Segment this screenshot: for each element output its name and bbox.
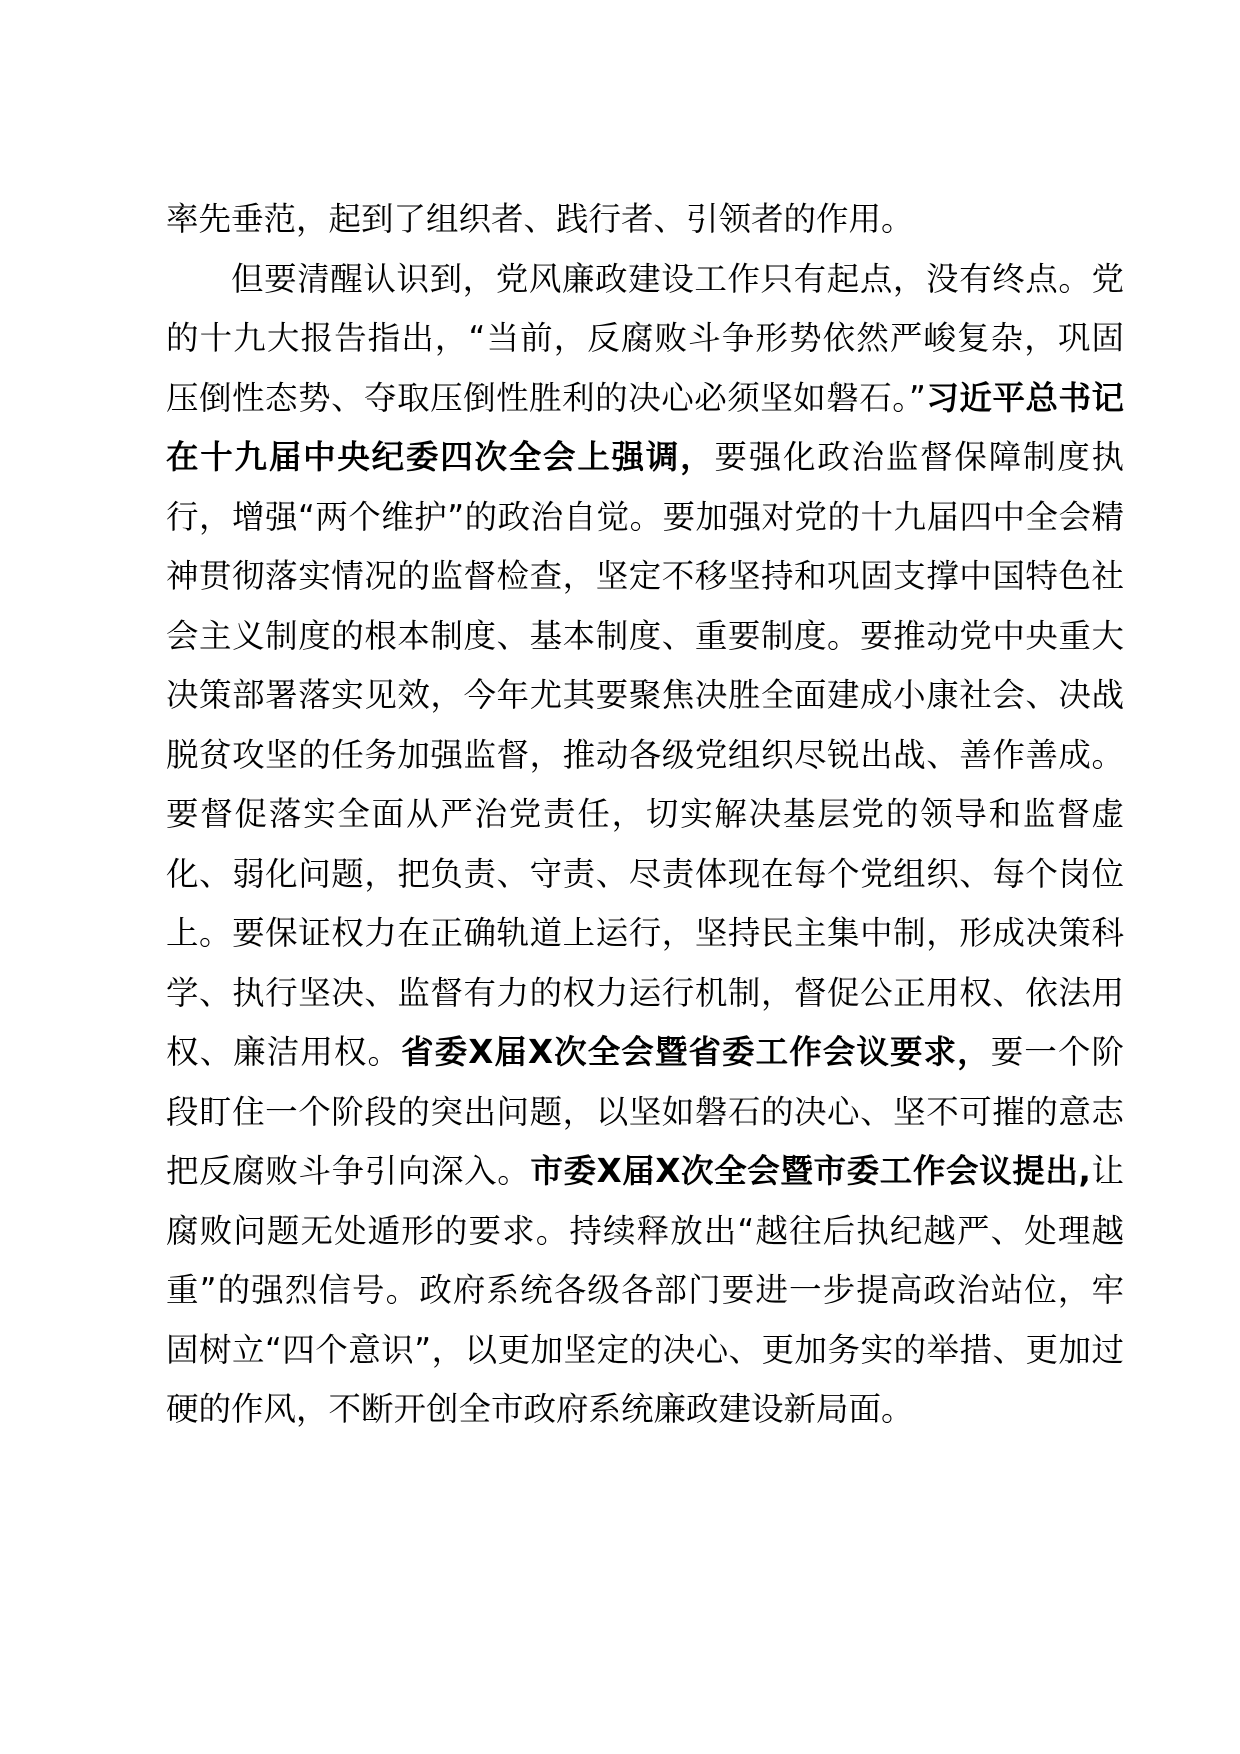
paragraph-2-bold-city: 市委X届X次全会暨市委工作会议提出, <box>530 1152 1091 1190</box>
paragraph-2-bold-province: 省委X届X次全会暨省委工作会议要求， <box>401 1033 991 1071</box>
paragraph-2-text: 要强化政治监督保障制度执行，增强“两个维护”的政治自觉。要加强对党的十九届四中全会精神贯彻落实情况的监督检查，坚定不移坚持和巩固支撑中国特色社会主义制度的根本制度、基本制度、重要制度。要推动党中央重大决策部署落实见效，今年尤其要聚焦决胜全面建成小康社会、决战脱贫攻坚的任务加强监督，推动各级党组织尽锐出战、善作善成。要督促落实全面从严治党责任，切实解决基层党的领导和监督虚化、弱化问题，把负责、守责、尽责体现在每个党组织、每个岗位上。要保证权力在正确轨道上运行，坚持民主集中制，形成决策科学、执行坚决、监督有力的权力运行机制，督促公正用权、依法用权、廉洁用权。 <box>166 438 1124 1071</box>
paragraph-1 <box>166 190 1124 250</box>
paragraph-2-bold-xi: 习近平总书记在十九届中央纪委四次全会上强调， <box>166 378 1124 476</box>
paragraph-2-text: 让腐败问题无处遁形的要求。持续释放出“越往后执纪越严、处理越重”的强烈信号。政府系统各级各部门要进一步提高政治站位，牢固树立“四个意识”，以更加坚定的决心、更加务实的举措、更加过硬的作风，不断开创全市政府系统廉政建设新局面。 <box>166 1152 1124 1428</box>
paragraph-2-text: 但要清醒认识到，党风廉政建设工作只有起点，没有终点。党的十九大报告指出，“当前，反腐败斗争形势依然严峻复杂，巩固压倒性态势、夺取压倒性胜利的决心必须坚如磐石。” <box>166 259 1124 417</box>
paragraph-2 <box>166 250 1124 1440</box>
paragraph-1-text: 率先垂范，起到了组织者、践行者、引领者的作用。 <box>166 200 914 238</box>
paragraph-2-text: 要一个阶段盯住一个阶段的突出问题，以坚如磐石的决心、坚不可摧的意志把反腐败斗争引向深入。 <box>166 1033 1124 1190</box>
document-page <box>166 190 1124 1440</box>
